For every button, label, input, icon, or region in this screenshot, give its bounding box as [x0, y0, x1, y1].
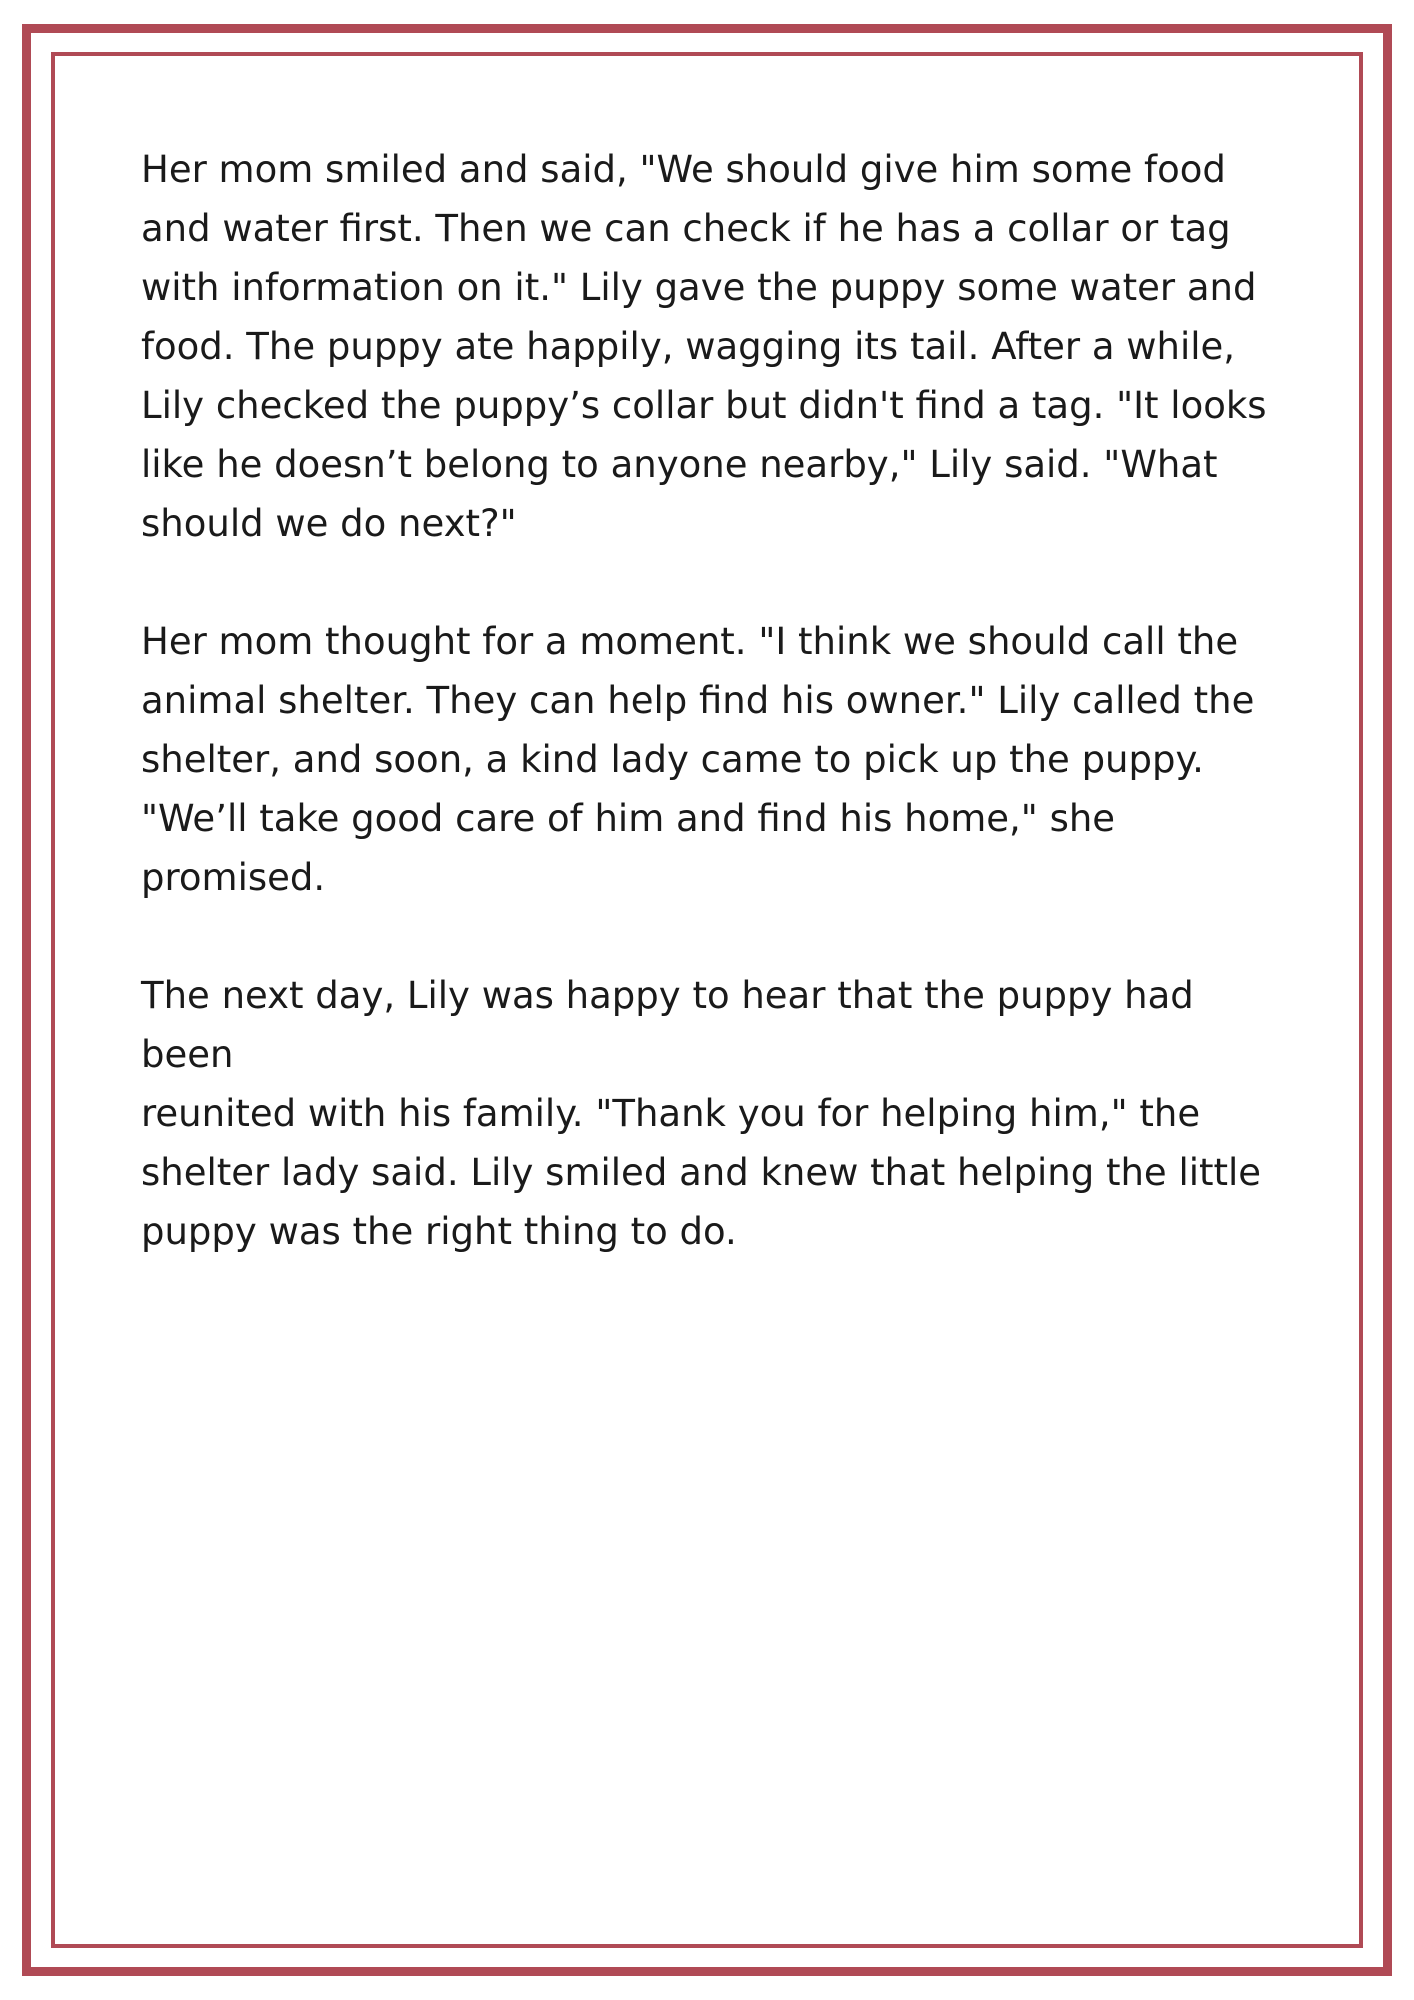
story-paragraph-1: Her mom smiled and said, "We should give him some food and water first. Then we can check if he has a collar or tag with information on it." Lily gave the puppy some water and food. The puppy ate happily, wagging its tail. After a while, Lily checked the puppy’s collar but didn't find a tag. "It looks like he doesn’t belong to anyone nearby," Lily said. "What should we do next?" [141, 148, 1267, 545]
story-paragraph-3: The next day, Lily was happy to hear that the puppy had been reunited with his family. "Thank you for helping him," the shelter lady said. Lily smiled and knew that helping the little puppy was the right thing to do. [141, 974, 1262, 1253]
story-text [141, 140, 1291, 1320]
story-paragraph-2: Her mom thought for a moment. "I think we should call the animal shelter. They can help find his owner." Lily called the shelter, and soon, a kind lady came to pick up the puppy. "We’ll take good care of him and find his home," she promised. [141, 620, 1255, 899]
